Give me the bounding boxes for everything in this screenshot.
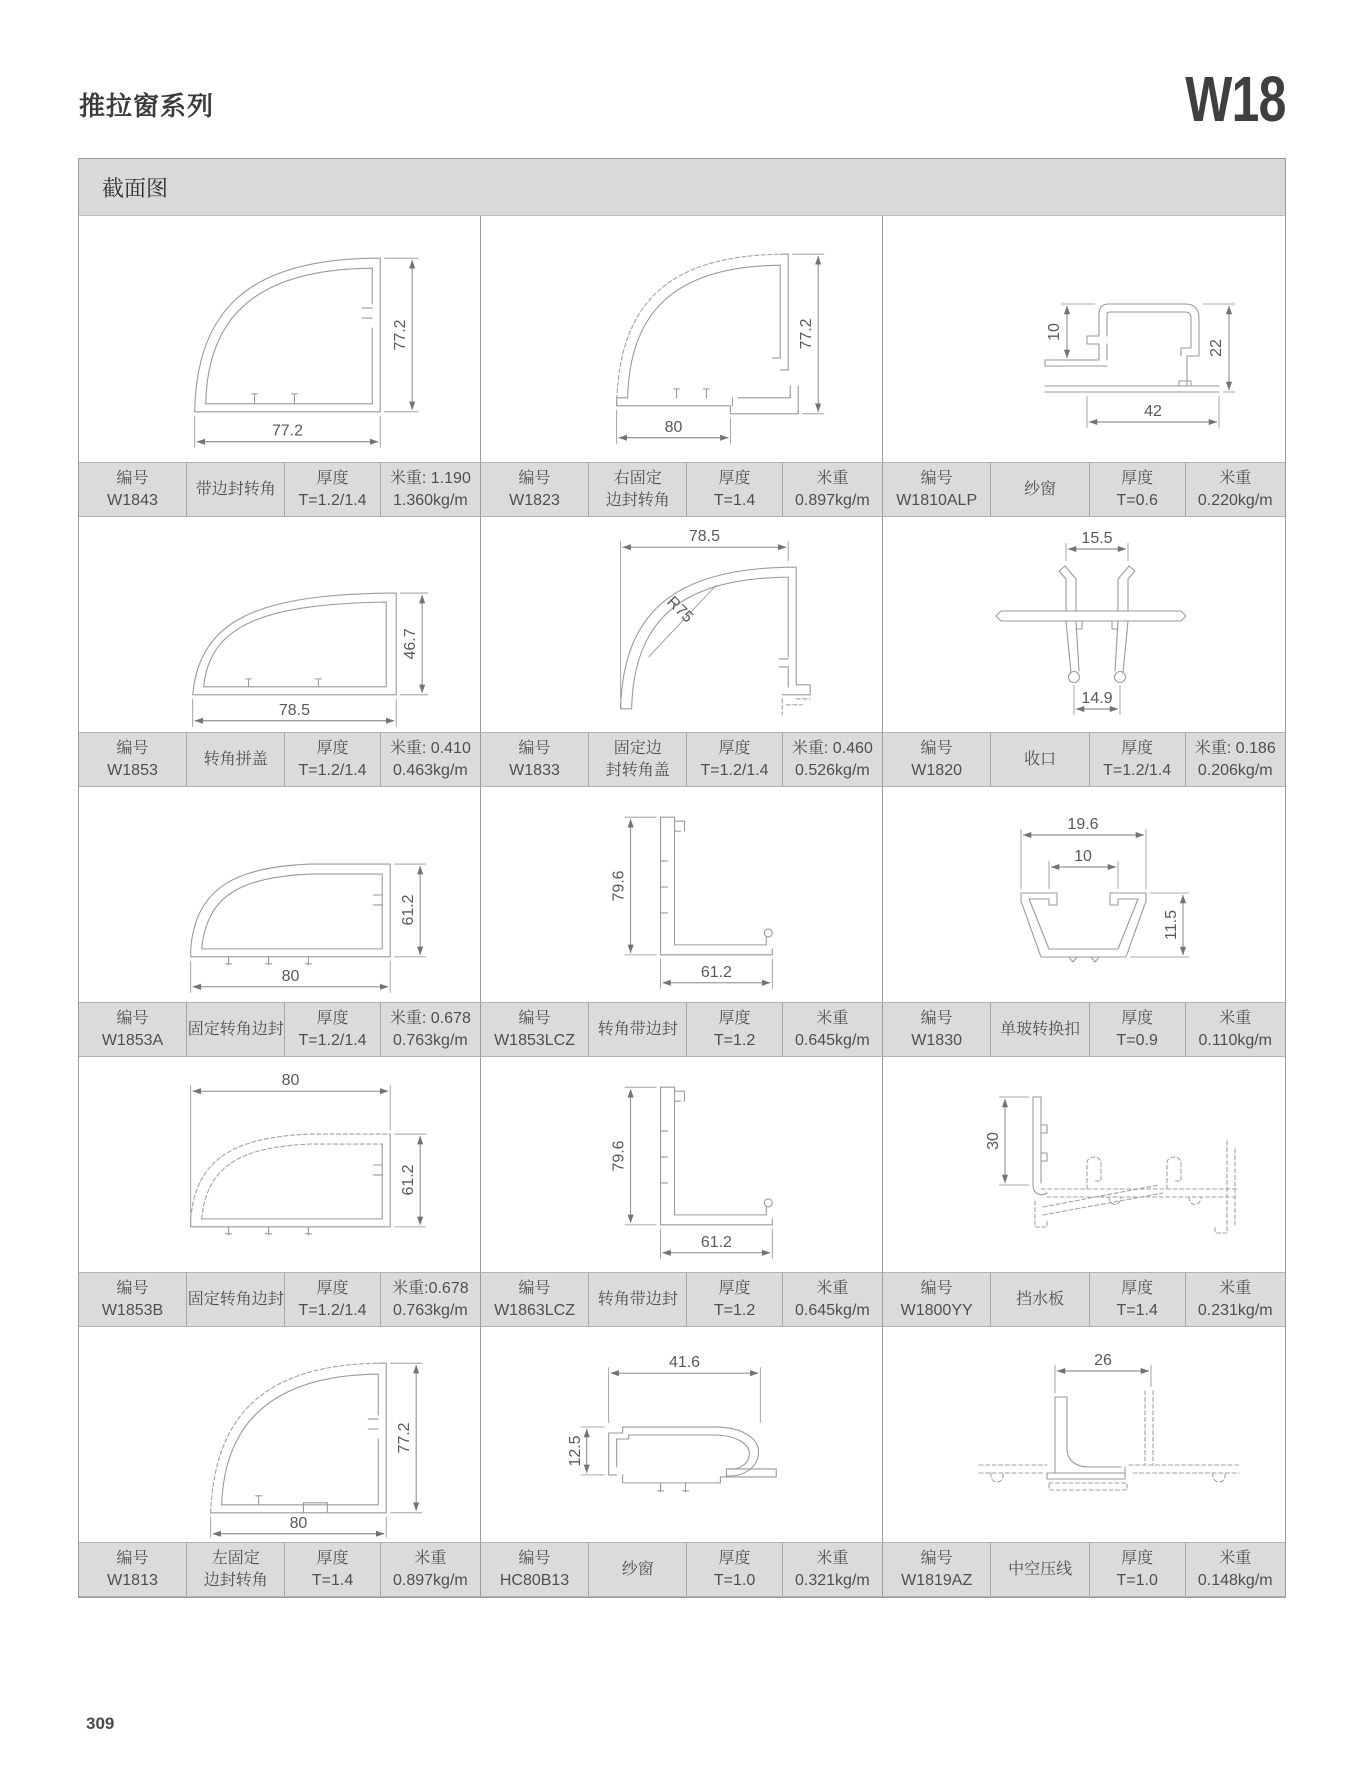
- code-cell: 编号 W1853B: [79, 1273, 187, 1326]
- diagram-cell-W1863LCZ: [481, 1057, 883, 1272]
- code-cell: 编号 W1800YY: [883, 1273, 991, 1326]
- name-cell: 左固定 边封转角: [187, 1543, 285, 1596]
- weight-cell: 米重 0.321kg/m: [795, 1550, 870, 1589]
- data-cell-W1830: [883, 1002, 1285, 1057]
- dim-label: 79.6: [610, 870, 628, 902]
- diagram-cell-W1813: [79, 1327, 481, 1542]
- dim-label: 10: [1046, 323, 1063, 341]
- section-drawing-W1853: [79, 517, 480, 732]
- dim-label: 79.6: [610, 1140, 628, 1172]
- thickness-cell: 厚度 T=1.0: [687, 1543, 782, 1596]
- name-cell: 右固定 边封转角: [589, 463, 687, 516]
- name-cell: 纱窗: [991, 463, 1090, 516]
- dim-label: 80: [664, 418, 683, 436]
- data-cell-W1819AZ: [883, 1542, 1285, 1597]
- dim-label: 26: [1094, 1352, 1112, 1369]
- dim-label: 78.5: [278, 701, 310, 719]
- thickness-cell: 厚度 T=1.2/1.4: [285, 1003, 380, 1056]
- section-drawing-W1843: [79, 216, 480, 462]
- thickness-cell: 厚度 T=0.6: [1090, 463, 1186, 516]
- code-cell: 编号 W1843: [79, 463, 187, 516]
- code-cell: 编号 W1823: [481, 463, 589, 516]
- code-cell: 编号 W1819AZ: [883, 1543, 991, 1596]
- weight-cell: 米重: 0.186 0.206kg/m: [1194, 740, 1276, 779]
- section-drawing-W1853A: [79, 787, 480, 1002]
- name-cell: 固定转角边封: [187, 1003, 285, 1056]
- dim-label: 61.2: [400, 894, 418, 926]
- weight-cell: 米重: 0.460 0.526kg/m: [791, 740, 873, 779]
- dim-label: 42: [1144, 403, 1162, 420]
- section-drawing-HC80B13: [481, 1327, 882, 1542]
- dim-label: 19.6: [1067, 816, 1099, 833]
- page-title: 推拉窗系列: [79, 91, 215, 121]
- weight-cell: 米重 0.231kg/m: [1197, 1280, 1273, 1319]
- dim-label: 12.5: [566, 1435, 584, 1467]
- weight-cell: 米重 0.645kg/m: [795, 1010, 870, 1049]
- diagram-cell-W1833: [481, 517, 883, 732]
- section-drawing-W1813: [79, 1327, 480, 1542]
- weight-cell: 米重 0.148kg/m: [1197, 1550, 1273, 1589]
- page-number: 309: [86, 1714, 115, 1733]
- radius-label: R75: [663, 593, 697, 627]
- section-drawing-W1863LCZ: [481, 1057, 882, 1272]
- weight-cell: 米重 0.220kg/m: [1197, 470, 1273, 509]
- dim-label: 15.5: [1081, 530, 1113, 547]
- data-cell-W1813: [79, 1542, 481, 1597]
- code-cell: 编号 W1853A: [79, 1003, 187, 1056]
- thickness-cell: 厚度 T=1.0: [1090, 1543, 1186, 1596]
- dim-label: 80: [289, 1514, 308, 1532]
- series-code: W18: [1185, 63, 1286, 135]
- data-cell-HC80B13: [481, 1542, 883, 1597]
- data-cell-W1843: [79, 462, 481, 517]
- data-row-4: [79, 1272, 1285, 1327]
- thickness-cell: 厚度 T=1.4: [285, 1543, 380, 1596]
- code-cell: 编号 W1833: [481, 733, 589, 786]
- dim-label: 11.5: [1163, 910, 1180, 940]
- section-title: 截面图: [102, 175, 169, 201]
- thickness-cell: 厚度 T=1.4: [687, 463, 782, 516]
- table-header-band: [79, 159, 1285, 216]
- code-cell: 编号 W1853LCZ: [481, 1003, 589, 1056]
- diagram-row-5: [79, 1327, 1285, 1542]
- weight-cell: 米重: 0.678 0.763kg/m: [389, 1010, 471, 1049]
- code-cell: 编号 W1810ALP: [883, 463, 991, 516]
- code-cell: 编号 HC80B13: [481, 1543, 589, 1596]
- thickness-cell: 厚度 T=1.2/1.4: [285, 463, 380, 516]
- name-cell: 转角带边封: [589, 1273, 687, 1326]
- data-row-3: [79, 1002, 1285, 1057]
- dim-label: 80: [281, 1072, 300, 1090]
- dim-label: 77.2: [396, 1422, 414, 1454]
- thickness-cell: 厚度 T=1.2/1.4: [687, 733, 782, 786]
- diagram-cell-W1853A: [79, 787, 481, 1002]
- dim-label: 14.9: [1081, 690, 1113, 707]
- diagram-row-4: [79, 1057, 1285, 1272]
- section-drawing-W1833: [481, 517, 882, 732]
- dim-label: 77.2: [271, 422, 304, 440]
- data-row-5: [79, 1542, 1285, 1597]
- dim-label: 46.7: [402, 628, 420, 660]
- thickness-cell: 厚度 T=1.2/1.4: [285, 733, 380, 786]
- data-row-2: [79, 732, 1285, 787]
- section-drawing-W1853B: [79, 1057, 480, 1272]
- name-cell: 带边封转角: [187, 463, 285, 516]
- dim-label: 30: [985, 1132, 1002, 1150]
- name-cell: 挡水板: [991, 1273, 1090, 1326]
- dim-label: 77.2: [798, 318, 816, 350]
- data-cell-W1810ALP: [883, 462, 1285, 517]
- name-cell: 转角带边封: [589, 1003, 687, 1056]
- thickness-cell: 厚度 T=0.9: [1090, 1003, 1186, 1056]
- weight-cell: 米重 0.897kg/m: [795, 470, 870, 509]
- section-drawing-W1823: [481, 216, 882, 462]
- diagram-cell-HC80B13: [481, 1327, 883, 1542]
- name-cell: 中空压线: [991, 1543, 1090, 1596]
- data-cell-W1853: [79, 732, 481, 787]
- name-cell: 固定边 封转角盖: [589, 733, 687, 786]
- dim-label: 10: [1074, 848, 1092, 865]
- data-cell-W1833: [481, 732, 883, 787]
- data-cell-W1863LCZ: [481, 1272, 883, 1327]
- diagram-cell-W1830: [883, 787, 1285, 1002]
- thickness-cell: 厚度 T=1.4: [1090, 1273, 1186, 1326]
- name-cell: 单玻转换扣: [991, 1003, 1090, 1056]
- name-cell: 转角拼盖: [187, 733, 285, 786]
- weight-cell: 米重: 1.190 1.360kg/m: [389, 470, 471, 509]
- diagram-cell-W1800YY: [883, 1057, 1285, 1272]
- profile-table: [78, 158, 1286, 1598]
- data-cell-W1800YY: [883, 1272, 1285, 1327]
- weight-cell: 米重:0.678 0.763kg/m: [392, 1280, 469, 1319]
- thickness-cell: 厚度 T=1.2/1.4: [285, 1273, 380, 1326]
- dim-label: 61.2: [700, 963, 732, 981]
- data-cell-W1823: [481, 462, 883, 517]
- weight-cell: 米重: 0.410 0.463kg/m: [389, 740, 471, 779]
- dim-label: 61.2: [400, 1164, 418, 1196]
- diagram-cell-W1853: [79, 517, 481, 732]
- dim-label: 41.6: [668, 1354, 701, 1372]
- diagram-cell-W1810ALP: [883, 216, 1285, 462]
- diagram-cell-W1820: [883, 517, 1285, 732]
- data-row-1: [79, 462, 1285, 517]
- diagram-cell-W1819AZ: [883, 1327, 1285, 1542]
- section-drawing-W1830: [883, 787, 1285, 1002]
- diagram-cell-W1843: [79, 216, 481, 462]
- data-cell-W1853LCZ: [481, 1002, 883, 1057]
- name-cell: 纱窗: [589, 1543, 687, 1596]
- weight-cell: 米重 0.897kg/m: [393, 1550, 468, 1589]
- name-cell: 收口: [991, 733, 1090, 786]
- section-drawing-W1810ALP: [883, 216, 1285, 462]
- code-cell: 编号 W1820: [883, 733, 991, 786]
- code-cell: 编号 W1830: [883, 1003, 991, 1056]
- code-cell: 编号 W1853: [79, 733, 187, 786]
- section-drawing-W1819AZ: [883, 1327, 1285, 1542]
- dim-label: 78.5: [688, 528, 720, 546]
- weight-cell: 米重 0.110kg/m: [1198, 1010, 1273, 1049]
- thickness-cell: 厚度 T=1.2: [687, 1003, 782, 1056]
- section-drawing-W1800YY: [883, 1057, 1285, 1272]
- code-cell: 编号 W1863LCZ: [481, 1273, 589, 1326]
- code-cell: 编号 W1813: [79, 1543, 187, 1596]
- diagram-cell-W1823: [481, 216, 883, 462]
- name-cell: 固定转角边封: [187, 1273, 285, 1326]
- dim-label: 22: [1208, 339, 1225, 357]
- diagram-row-1: [79, 216, 1285, 462]
- diagram-row-3: [79, 787, 1285, 1002]
- data-cell-W1853B: [79, 1272, 481, 1327]
- diagram-cell-W1853LCZ: [481, 787, 883, 1002]
- section-drawing-W1820: [883, 517, 1285, 732]
- section-drawing-W1853LCZ: [481, 787, 882, 1002]
- diagram-cell-W1853B: [79, 1057, 481, 1272]
- weight-cell: 米重 0.645kg/m: [795, 1280, 870, 1319]
- data-cell-W1853A: [79, 1002, 481, 1057]
- diagram-row-2: [79, 517, 1285, 732]
- thickness-cell: 厚度 T=1.2/1.4: [1090, 733, 1186, 786]
- dim-label: 61.2: [700, 1233, 732, 1251]
- dim-label: 77.2: [392, 319, 410, 351]
- thickness-cell: 厚度 T=1.2: [687, 1273, 782, 1326]
- dim-label: 80: [281, 967, 300, 985]
- data-cell-W1820: [883, 732, 1285, 787]
